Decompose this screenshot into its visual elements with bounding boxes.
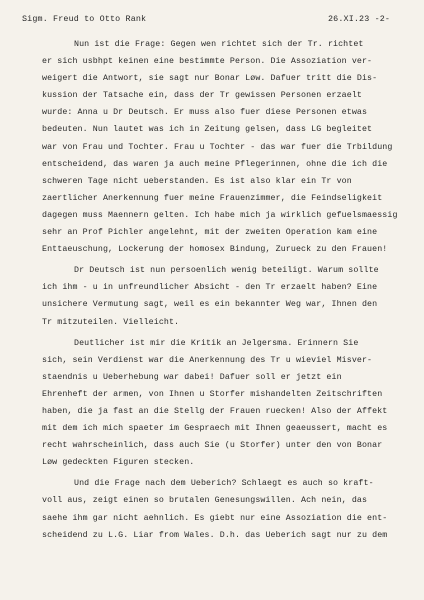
text-line: haben, die ja fast an die Stellg der Frauen ruecken! Also der Affekt: [42, 406, 388, 416]
text-line: sehr an Prof Pichler angelehnt, mit der zweiten Operation kam eine: [42, 228, 378, 238]
header-date-page: 26.XI.23 -2-: [328, 14, 391, 24]
text-line: Und die Frage nach dem Ueberich? Schlaegt es auch so kraft-: [74, 479, 374, 489]
text-line: voll aus, zeigt einen so brutalen Genesungswillen. Ach nein, das: [42, 496, 368, 506]
text-line: bedeuten. Nun lautet was ich in Zeitung gelsen, dass LG begleitet: [42, 125, 373, 135]
text-line: war von Frau und Tochter. Frau u Tochter - das war fuer die Trbildung: [42, 142, 393, 152]
text-line: Ehrenheft der armen, von Ihnen u Storfer mishandelten Zeitschriften: [42, 389, 383, 399]
paragraph: [42, 262, 404, 330]
text-line: er sich usbhpt keinen eine bestimmte Person. Die Assoziation ver-: [42, 57, 373, 67]
letter-header: [22, 12, 402, 26]
text-line: Enttaeuschung, Lockerung der homosex Bindung, Zurueck zu den Frauen!: [42, 245, 388, 255]
text-line: Deutlicher ist mir die Kritik an Jelgersma. Erinnern Sie: [74, 338, 359, 348]
text-line: recht wahrscheinlich, dass auch Sie (u Storfer) unter den von Bonar: [42, 441, 383, 451]
text-line: ich ihm - u in unfreundlicher Absicht - den Tr erzaelt haben? Eine: [42, 283, 378, 293]
text-line: zaertlicher Anerkennung fuer meine Frauenzimmer, die Feindseligkeit: [42, 193, 383, 203]
text-line: dagegen muss Maennern gelten. Ich habe mich ja wirklich gefuelsmaessig: [42, 210, 398, 220]
paragraph: [42, 335, 404, 472]
paragraph: [42, 475, 404, 543]
text-line: weigert die Antwort, sie sagt nur Bonar Løw. Dafuer tritt die Dis-: [42, 74, 378, 84]
text-line: scheidend zu L.G. Liar from Wales. D.h. das Ueberich sagt nur zu dem: [42, 530, 388, 540]
text-line: mit dem ich mich spaeter im Gespraech mit Ihnen geaeussert, macht es: [42, 424, 388, 434]
letter-body: [42, 36, 404, 544]
text-line: unsichere Vermutung sagt, weil es ein bekannter Weg war, Ihnen den: [42, 300, 378, 310]
text-line: kussion der Tatsache ein, dass der Tr gewissen Personen erzaelt: [42, 91, 362, 101]
text-line: saehe ihm gar nicht aehnlich. Es giebt nur eine Assoziation die ent-: [42, 513, 388, 523]
text-line: schweren Tage nicht ueberstanden. Es ist also klar ein Tr von: [42, 176, 352, 186]
text-line: Dr Deutsch ist nun persoenlich wenig beteiligt. Warum sollte: [74, 266, 379, 276]
text-line: Tr mitzuteilen. Vielleicht.: [42, 317, 180, 327]
text-line: sich, sein Verdienst war die Anerkennung des Tr u wieviel Misver-: [42, 355, 373, 365]
paragraph: [42, 36, 404, 258]
text-line: Løw gedeckten Figuren stecken.: [42, 458, 195, 468]
text-line: wurde: Anna u Dr Deutsch. Er muss also fuer diese Personen etwas: [42, 108, 368, 118]
text-line: staendnis u Ueberhebung war dabei! Dafuer soll er jetzt ein: [42, 372, 342, 382]
text-line: Nun ist die Frage: Gegen wen richtet sich der Tr. richtet: [74, 40, 364, 49]
header-title: Sigm. Freud to Otto Rank: [22, 14, 147, 24]
text-line: entscheidend, das waren ja auch meine Pflegerinnen, ohne die ich die: [42, 159, 388, 169]
